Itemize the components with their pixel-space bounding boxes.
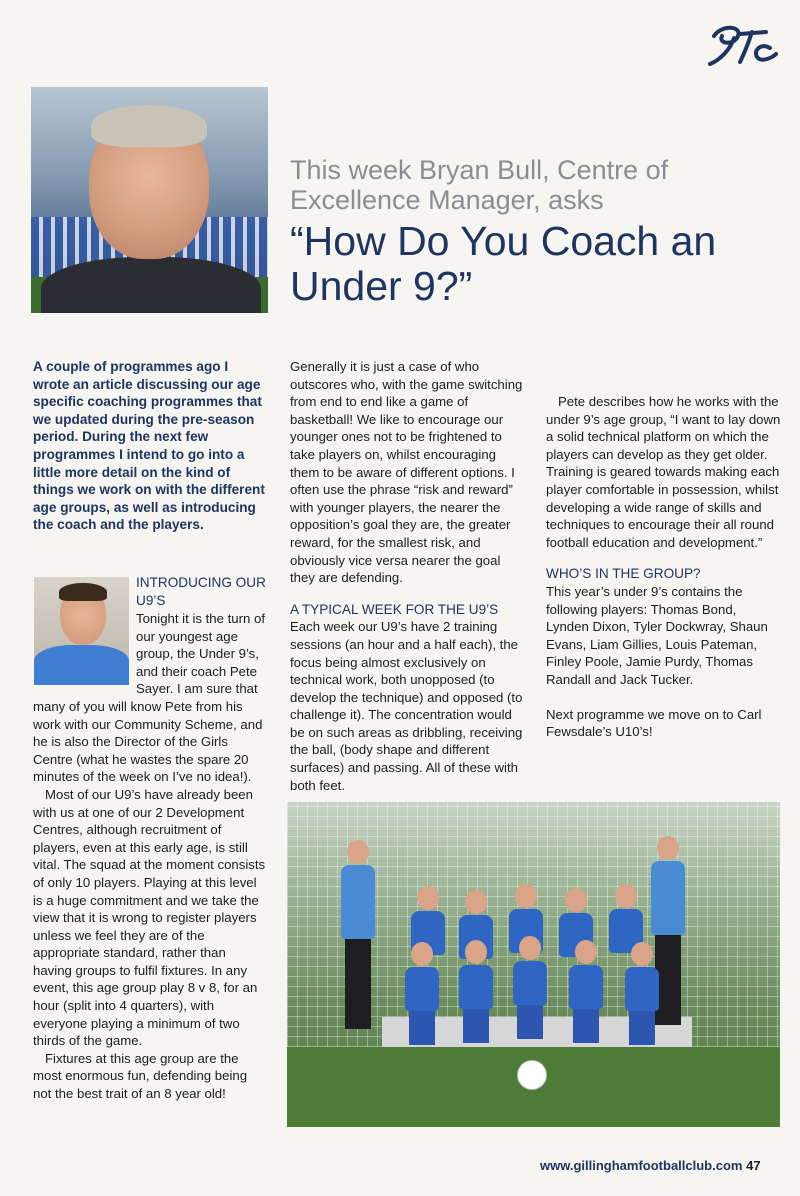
group-heading: WHO’S IN THE GROUP? — [546, 566, 701, 582]
para-generally: Generally it is just a case of who outscores who, with the game switching from end to end like a game of basketball! We like to encourage our younger ones not to be frightened to take players on, whilst encouraging them to be aware of different options. I often use the phrase “risk and reward” with younger players, the nearer the opposition’s goal they are, the greater reward, for the smallest risk, and obviously vice versa nearer the goal they are defending. — [290, 359, 523, 586]
column-2 — [290, 358, 526, 794]
para-fixtures: Fixtures at this age group are the most enormous fun, defending being not the best trait of an 8 year old! — [33, 1050, 248, 1102]
group-text: This year’s under 9’s contains the following players: Thomas Bond, Lynden Dixon, Tyler Dockwray, Shaun Evans, Liam Gillies, Louis Pateman, Finley Poole, Jamie Purdy, Thomas Randall and Jack Tucker. — [546, 583, 768, 687]
headline-title: “How Do You Coach an Under 9?” — [290, 218, 717, 309]
typical-heading: A TYPICAL WEEK FOR THE U9’S — [290, 601, 499, 617]
introducing-heading-block — [136, 574, 268, 609]
headline-intro: This week Bryan Bull, Centre of Excellence Manager, asks — [290, 155, 669, 215]
football-icon — [517, 1060, 547, 1090]
page-footer — [540, 1158, 761, 1173]
para-pete: Pete describes how he works with the under 9’s age group, “I want to lay down a solid technical platform on which the players can develop as they get older. Training is geared towards making each player comfortable in possession, whilst developing a wide range of skills and techniques to encourage their all round football education and development.” — [546, 394, 781, 550]
lead-paragraph: A couple of programmes ago I wrote an article discussing our age specific coaching programmes that we updated during the pre-season period. During the next few programmes I intend to go into a little more detail on the kind of things we work on with the different age groups, as well as introducing the coach and the players. — [33, 359, 265, 533]
u9-team-photo — [287, 802, 780, 1127]
club-monogram-logo — [700, 20, 782, 70]
footer-url[interactable]: www.gillinghamfootballclub.com — [540, 1158, 743, 1173]
column-3 — [546, 358, 782, 741]
column-1 — [33, 358, 268, 534]
introducing-heading: INTRODUCING OUR U9’S — [136, 575, 266, 608]
introducing-text-block — [33, 610, 268, 1103]
para-development: Most of our U9’s have already been with us at one of our 2 Development Centres, although recruitment of players, even at this early age, is still vital. The squad at the moment consists of only 10 players. Playing at this level is a huge commitment and we take the view that it is wrong to register players unless we feel they are of the appropriate standard, rather than having groups to fulfil fixtures. In any event, this age group play 8 v 8, for an hour (split into 4 quarters), with everyone playing a minimum of two thirds of the game. — [33, 786, 266, 1049]
next-text: Next programme we move on to Carl Fewsdale’s U10’s! — [546, 706, 762, 740]
bryan-bull-photo — [31, 87, 268, 313]
article-headline — [290, 155, 780, 309]
introducing-text: Tonight it is the turn of our youngest age group, the Under 9’s, and their coach Pete Sayer. I am sure that many of you will know Pete from his work with our Community Scheme, and he is also the Director of the Girls Centre (what he wastes the spare 20 minutes of the week on I’ve no idea!). — [33, 611, 266, 785]
typical-text: Each week our U9’s have 2 training sessions (an hour and a half each), the focus being almost exclusively on technical work, both unopposed (to develop the technique) and opposed (to challenge it). The concentration would be on such areas as dribbling, receiving the ball, (body shape and different surfaces) and passing. All of these with both feet. — [290, 619, 523, 793]
page-number: 47 — [746, 1158, 761, 1173]
